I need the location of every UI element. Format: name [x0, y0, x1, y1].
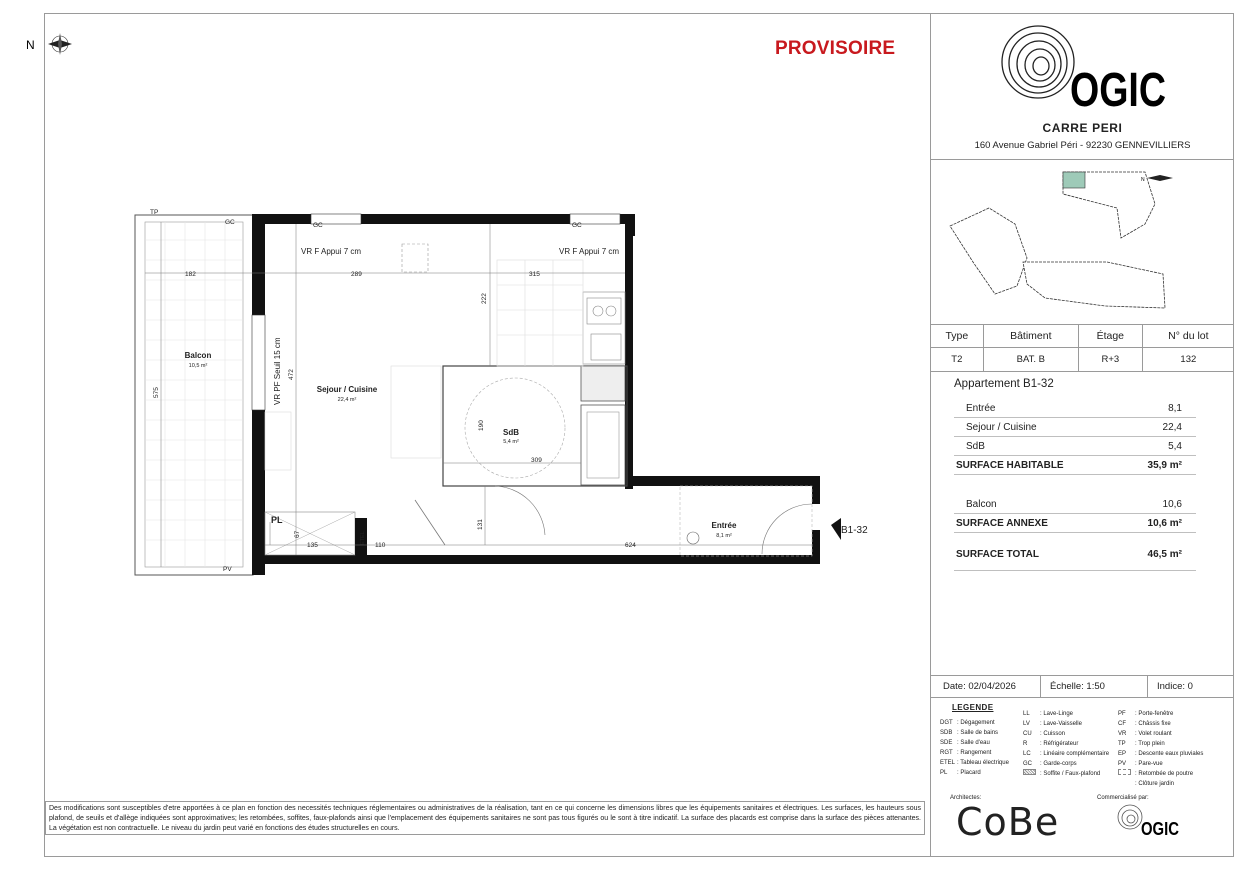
index: Indice: 0 [1157, 681, 1193, 692]
keymap-north-label: N [1141, 177, 1145, 183]
legend-column-3: PF : Porte-fenêtre CF : Châssis fixe VR : Volet roulant TP : Trop plein EP : Descente eaux pluviales PV : Pare-vue : Retombée de poutre : Clôture jardin [1118, 711, 1204, 787]
header-etage: Étage [1078, 325, 1142, 348]
room-area-entree: 8,1 m² [716, 533, 732, 539]
surface-row: Balcon 10,6 [954, 495, 1196, 514]
value-lot: 132 [1142, 348, 1234, 372]
floor-plan [125, 200, 885, 590]
marketed-label: Commercialisé par: [1097, 795, 1149, 801]
project-address: 160 Avenue Gabriel Péri - 92230 GENNEVILLIERS [974, 140, 1191, 151]
header-type: Type [931, 325, 983, 348]
surface-row: Entrée 8,1 [954, 399, 1196, 418]
project-name: CARRE PERI [1042, 121, 1123, 135]
north-arrow-icon [26, 33, 74, 55]
plan-label-gc1: GC [225, 219, 235, 226]
logo-text: OGIC [1070, 64, 1166, 117]
divider [931, 159, 1234, 160]
legend-title: LEGENDE [952, 703, 994, 712]
dim-624: 624 [625, 542, 636, 549]
divider [931, 675, 1234, 676]
surface-habitable-row: SURFACE HABITABLE 35,9 m² [954, 456, 1196, 475]
plan-label-pv: PV [223, 566, 232, 573]
plan-label-gc3: GC [572, 222, 582, 229]
plan-label-window2: VR F Appui 7 cm [559, 247, 620, 256]
dim-110: 110 [375, 542, 386, 549]
plan-label-pl: PL [271, 515, 283, 525]
room-name-entree: Entrée [711, 521, 737, 530]
ogic-logo-icon [1000, 24, 1170, 117]
date: Date: 02/04/2026 [943, 681, 1016, 692]
dim-309: 309 [531, 457, 542, 464]
architects-label: Architectes: [950, 795, 982, 801]
dim-289: 289 [351, 271, 362, 278]
beam-swatch [1118, 769, 1131, 775]
room-area-sdb: 5,4 m² [503, 439, 519, 445]
surface-row: SdB 5,4 [954, 437, 1196, 456]
room-name-sdb: SdB [503, 428, 519, 437]
apartment-title: Appartement B1-32 [954, 378, 1054, 390]
dim-182: 182 [185, 271, 196, 278]
header-batiment: Bâtiment [983, 325, 1078, 348]
dim-190: 190 [478, 420, 485, 431]
dim-315: 315 [529, 271, 540, 278]
provisional-stamp: PROVISOIRE [775, 38, 896, 59]
divider [1147, 675, 1148, 697]
surface-annexe-row: SURFACE ANNEXE 10,6 m² [954, 514, 1196, 533]
ogic-small-logo-icon [1117, 803, 1183, 837]
legend-column-2: LL : Lave-Linge LV : Lave-Vaisselle CU : Cuisson R : Réfrigérateur LC : Linéaire complémentaire GC : Garde-corps : Soffite / Faux-plafond [1023, 711, 1110, 777]
plan-label-tp: TP [150, 209, 159, 216]
plan-label-gc2: GC [313, 222, 323, 229]
lot-info-table [931, 324, 1234, 372]
dim-472: 472 [288, 369, 295, 380]
plan-label-side-window: VR PF Seuil 15 cm [273, 337, 282, 405]
soffit-swatch [1023, 769, 1036, 775]
dim-575: 575 [153, 387, 160, 398]
plan-label-etel: ETEL [360, 531, 366, 545]
plan-label-window1: VR F Appui 7 cm [301, 247, 362, 256]
scale: Échelle: 1:50 [1050, 681, 1105, 692]
divider [1040, 675, 1041, 697]
value-batiment: BAT. B [983, 348, 1078, 372]
ogic-small-text: OGIC [1141, 819, 1179, 839]
value-etage: R+3 [1078, 348, 1142, 372]
room-name-balcon: Balcon [184, 351, 212, 360]
room-area-balcon: 10,5 m² [188, 363, 208, 369]
legend-column-1: DGT : Dégagement SDB : Salle de bains SDE : Salle d'eau RGT : Rangement ETEL : Tableau électrique PL : Placard [940, 720, 1009, 776]
divider [931, 697, 1234, 698]
lot-arrow-icon [831, 518, 841, 540]
dim-67: 67 [294, 530, 301, 538]
north-label: N [26, 38, 35, 52]
lot-arrow-label: B1-32 [841, 525, 868, 536]
room-area-sejour: 22,4 m² [337, 397, 357, 403]
site-keymap [945, 166, 1175, 316]
surface-total-row: SURFACE TOTAL 46,5 m² [954, 545, 1196, 571]
value-type: T2 [931, 348, 983, 372]
dim-222: 222 [481, 293, 488, 304]
header-lot: N° du lot [1142, 325, 1234, 348]
room-name-sejour: Sejour / Cuisine [316, 385, 378, 394]
dim-135: 135 [307, 542, 318, 549]
disclaimer-text: Des modifications sont susceptibles d'etre apportées à ce plan en fonction des necessités techniques réglementaires ou administratives de la réalisation, tant en ce qui concerne les dimensions libres que les équipements sanitaires et électriques. Les surfaces, les hauteurs sous plafond, de seuils et d'allège indiquées sont approximatives; les retombées, soffites, faux-plafonds ainsi que l'emplacement des équipements sanitaires ne sont pas tous figurés ou le sont à titre indicatif. La surface des placards est comprise dans la surface des pièces attenantes. La végétation est non contractuelle. Le niveau du jardin peut varié en fonctions des études structurelles en cours. [45, 801, 925, 835]
surface-row: Sejour / Cuisine 22,4 [954, 418, 1196, 437]
dim-131: 131 [477, 519, 484, 530]
cobe-logo: CoBe [956, 800, 1060, 844]
